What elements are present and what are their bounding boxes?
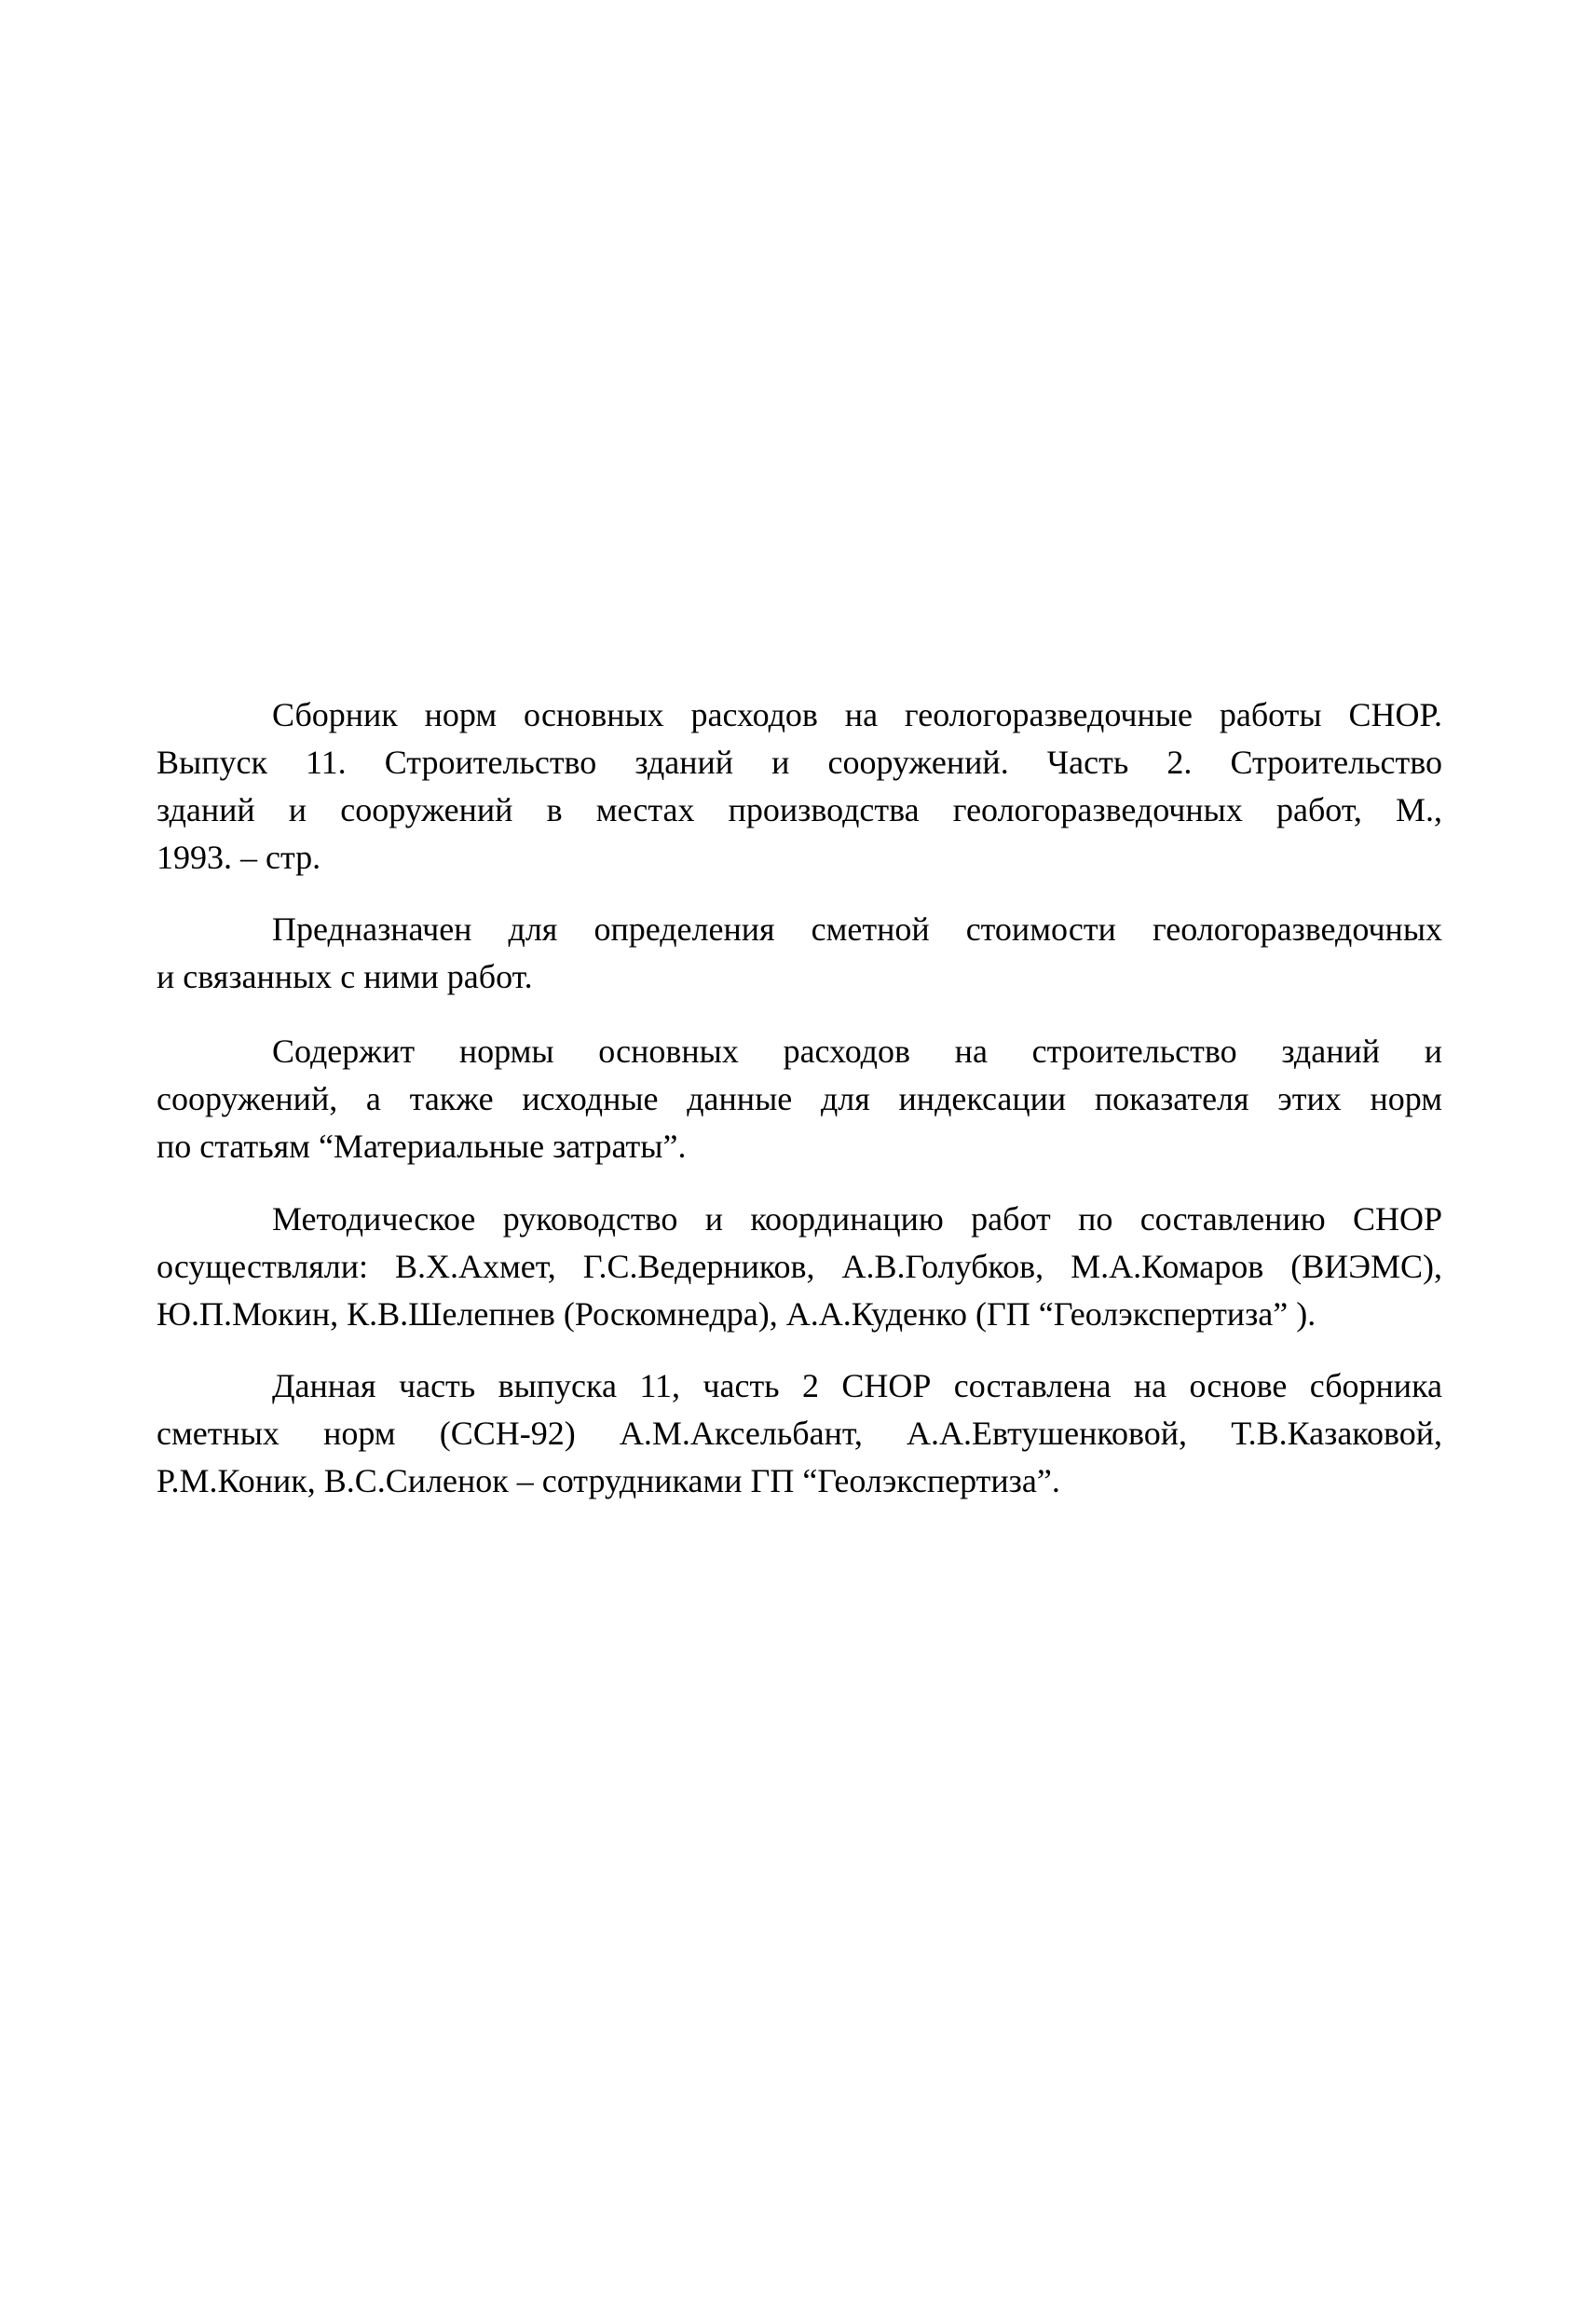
text-line: Данная часть выпуска 11, часть 2 СНОР составлена на основе сборника [272,1367,1442,1404]
text-line: сооружений, а также исходные данные для индексации показателя этих норм [157,1080,1442,1117]
text-line: Р.М.Коник, В.С.Силенок – сотрудниками ГП “Геолэкспертиза”. [157,1462,1060,1499]
text-line: по статьям “Материальные затраты”. [157,1128,687,1165]
text-line: Выпуск 11. Строительство зданий и сооружений. Часть 2. Строительство [157,744,1442,781]
text-line: 1993. – стр. [157,839,321,876]
text-line: сметных норм (ССН-92) А.М.Аксельбант, А.А.Евтушенковой, Т.В.Казаковой, [157,1415,1442,1452]
text-line: зданий и сооружений в местах производства геологоразведочных работ, М., [157,791,1442,828]
paragraph-purpose [157,906,1442,1001]
paragraph-contents [157,1028,1442,1170]
paragraph-compilers [157,1362,1442,1505]
text-line: Сборник норм основных расходов на геологоразведочные работы СНОР. [272,696,1442,733]
text-line: Методическое руководство и координацию работ по составлению СНОР [272,1200,1442,1238]
paragraph-bibliographic-reference [157,691,1442,882]
text-line: Предназначен для определения сметной стоимости геологоразведочных [272,910,1442,948]
text-line: Ю.П.Мокин, К.В.Шелепнев (Роскомнедра), А.А.Куденко (ГП “Геолэкспертиза” ). [157,1295,1316,1333]
paragraph-methodology-authors [157,1196,1442,1338]
text-line: осуществляли: В.Х.Ахмет, Г.С.Ведерников, А.В.Голубков, М.А.Комаров (ВИЭМС), [157,1248,1442,1285]
text-line: и связанных с ними работ. [157,958,533,995]
text-line: Содержит нормы основных расходов на строительство зданий и [272,1033,1442,1070]
